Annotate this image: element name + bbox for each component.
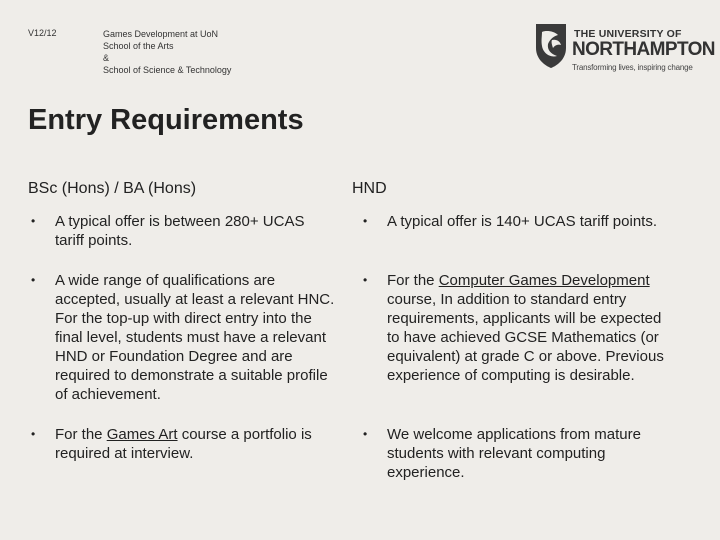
bullet: • bbox=[31, 214, 36, 228]
bullet: • bbox=[31, 273, 36, 287]
item-line: requirements, applicants will be expected bbox=[387, 310, 662, 327]
version-label: V12/12 bbox=[28, 28, 57, 38]
item-line: A wide range of qualifications are bbox=[55, 272, 276, 289]
item-line: HND or Foundation Degree and are bbox=[55, 348, 293, 365]
item-line: experience of computing is desirable. bbox=[387, 367, 635, 384]
item-line: students with relevant computing bbox=[387, 445, 606, 462]
item-line: equivalent) at grade C or above. Previous bbox=[387, 348, 664, 365]
header-line: Games Development at UoN bbox=[103, 29, 219, 39]
logo-tagline: Transforming lives, inspiring change bbox=[572, 63, 693, 72]
bullet: • bbox=[363, 273, 368, 287]
item-line: of achievement. bbox=[55, 386, 161, 403]
item-line: required at interview. bbox=[55, 445, 194, 462]
item-text: For the bbox=[55, 426, 107, 443]
games-art-link[interactable]: Games Art bbox=[106, 426, 178, 443]
bullet: • bbox=[31, 427, 36, 441]
university-crest-icon bbox=[534, 22, 568, 70]
item-line: required to demonstrate a suitable profile bbox=[55, 367, 328, 384]
bullet: • bbox=[363, 427, 368, 441]
item-line: tariff points. bbox=[55, 232, 133, 249]
logo-line-1: THE UNIVERSITY OF bbox=[574, 28, 682, 40]
bullet: • bbox=[363, 214, 368, 228]
slide-title: Entry Requirements bbox=[28, 104, 304, 136]
item-line: A typical offer is between 280+ UCAS bbox=[55, 213, 305, 230]
header-line: & bbox=[103, 53, 110, 63]
item-line: We welcome applications from mature bbox=[387, 426, 641, 443]
item-line: For the top-up with direct entry into the bbox=[55, 310, 312, 327]
header-line: School of Science & Technology bbox=[103, 65, 232, 75]
computer-games-development-link[interactable]: Computer Games Development bbox=[438, 272, 650, 289]
header-line: School of the Arts bbox=[103, 41, 174, 51]
item-line: course, In addition to standard entry bbox=[387, 291, 627, 308]
item-line: experience. bbox=[387, 464, 465, 481]
item-line: A typical offer is 140+ UCAS tariff points. bbox=[387, 213, 657, 230]
item-line: accepted, usually at least a relevant HNC. bbox=[55, 291, 335, 308]
university-logo bbox=[534, 22, 715, 78]
slide-header bbox=[103, 28, 231, 76]
item-line: final level, students must have a relevant bbox=[55, 329, 326, 346]
item-text: For the bbox=[387, 272, 439, 289]
column-heading-bsc: BSc (Hons) / BA (Hons) bbox=[28, 180, 197, 197]
item-text: course a portfolio is bbox=[177, 426, 312, 443]
item-line: to have achieved GCSE Mathematics (or bbox=[387, 329, 659, 346]
column-heading-hnd: HND bbox=[352, 180, 387, 197]
logo-line-2: NORTHAMPTON bbox=[572, 39, 715, 60]
